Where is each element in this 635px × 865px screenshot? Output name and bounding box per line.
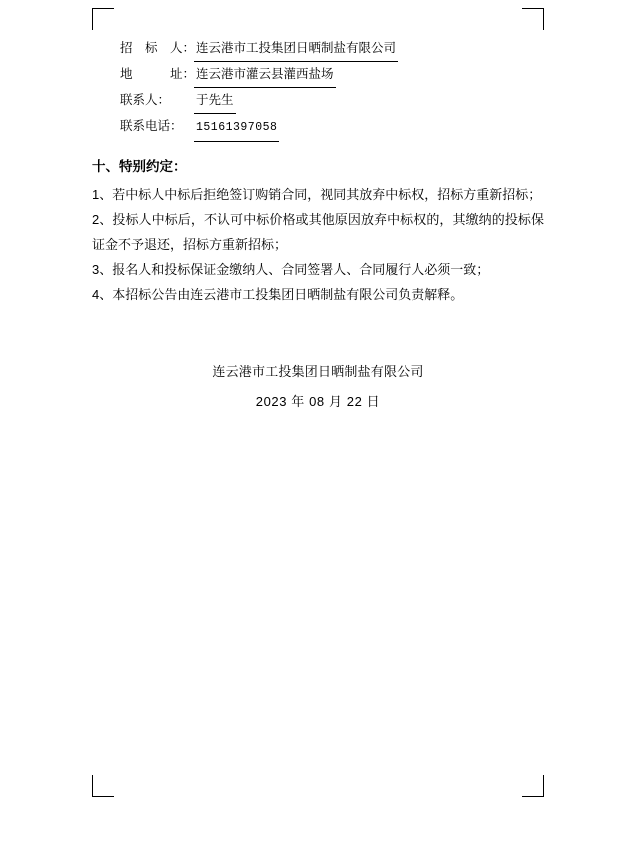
signature-date: 2023 年 08 月 22 日 xyxy=(255,394,381,409)
contact-block xyxy=(120,36,544,142)
contact-value-address: 连云港市灌云县灌西盐场 xyxy=(194,62,336,88)
contact-row xyxy=(120,114,544,142)
contact-row xyxy=(120,36,544,62)
clause-item: 3、报名人和投标保证金缴纳人、合同签署人、合同履行人必须一致； xyxy=(92,262,490,277)
contact-value-person: 于先生 xyxy=(194,88,236,114)
contact-label-person: 联系人： xyxy=(120,93,171,107)
crop-mark-bottom-right-icon xyxy=(522,775,544,797)
clause-item: 4、本招标公告由连云港市工投集团日晒制盐有限公司负责解释。 xyxy=(92,287,464,302)
signature-block xyxy=(92,357,544,417)
contact-label-phone: 联系电话： xyxy=(120,119,183,133)
contact-label-address: 地 址： xyxy=(120,67,196,81)
contact-row xyxy=(120,88,544,114)
contact-value-phone: 15161397058 xyxy=(194,116,279,142)
document-content xyxy=(92,36,544,417)
section-title-special-terms: 十、特别约定： xyxy=(92,159,187,174)
contact-label-tenderer: 招 标 人： xyxy=(120,41,196,55)
contact-row xyxy=(120,62,544,88)
clause-item: 1、若中标人中标后拒绝签订购销合同，视同其放弃中标权，招标方重新招标； xyxy=(92,187,542,202)
clause-item: 2、投标人中标后，不认可中标价格或其他原因放弃中标权的，其缴纳的投标保证金不予退还，招标方重新招标； xyxy=(92,212,544,252)
contact-value-tenderer: 连云港市工投集团日晒制盐有限公司 xyxy=(194,36,398,62)
crop-mark-top-right-icon xyxy=(522,8,544,30)
crop-mark-bottom-left-icon xyxy=(92,775,114,797)
crop-mark-top-left-icon xyxy=(92,8,114,30)
signature-company: 连云港市工投集团日晒制盐有限公司 xyxy=(212,364,424,379)
